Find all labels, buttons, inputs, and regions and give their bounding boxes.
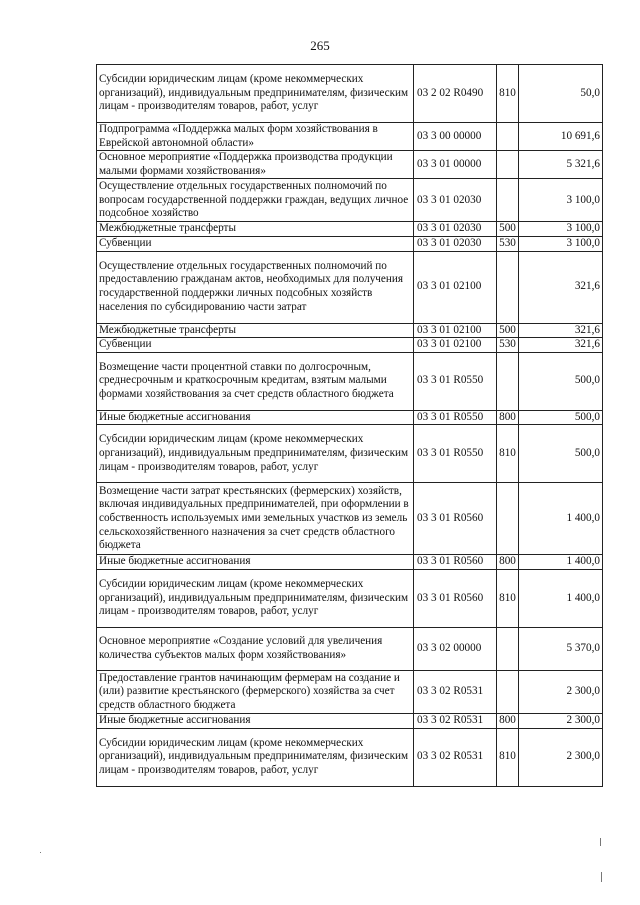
table-row bbox=[97, 352, 603, 410]
row-expense-type: 530 bbox=[497, 236, 519, 251]
row-target-code: 03 2 02 R0490 bbox=[414, 65, 497, 123]
row-amount: 500,0 bbox=[519, 425, 603, 483]
row-expense-type: 810 bbox=[497, 728, 519, 786]
row-amount: 5 321,6 bbox=[519, 151, 603, 179]
row-expense-type bbox=[497, 627, 519, 670]
row-name: Субвенции bbox=[97, 236, 414, 251]
row-amount: 321,6 bbox=[519, 323, 603, 338]
row-amount: 500,0 bbox=[519, 352, 603, 410]
row-target-code: 03 3 01 R0560 bbox=[414, 483, 497, 555]
row-name: Иные бюджетные ассигнования bbox=[97, 713, 414, 728]
row-amount: 321,6 bbox=[519, 251, 603, 323]
row-target-code: 03 3 01 R0550 bbox=[414, 410, 497, 425]
row-expense-type bbox=[497, 352, 519, 410]
row-target-code: 03 3 01 02100 bbox=[414, 338, 497, 353]
row-amount: 3 100,0 bbox=[519, 179, 603, 222]
row-expense-type: 800 bbox=[497, 410, 519, 425]
row-target-code: 03 3 01 00000 bbox=[414, 151, 497, 179]
row-expense-type: 800 bbox=[497, 555, 519, 570]
row-target-code: 03 3 02 00000 bbox=[414, 627, 497, 670]
row-amount: 5 370,0 bbox=[519, 627, 603, 670]
row-name: Субсидии юридическим лицам (кроме некоммерческих организаций), индивидуальным предпринимателям, физическим лицам - производителям товаров, работ, услуг bbox=[97, 569, 414, 627]
row-target-code: 03 3 01 02030 bbox=[414, 179, 497, 222]
row-name: Межбюджетные трансферты bbox=[97, 222, 414, 237]
table-row bbox=[97, 410, 603, 425]
row-amount: 1 400,0 bbox=[519, 483, 603, 555]
row-amount: 500,0 bbox=[519, 410, 603, 425]
row-amount: 2 300,0 bbox=[519, 670, 603, 713]
row-expense-type: 810 bbox=[497, 425, 519, 483]
row-expense-type bbox=[497, 151, 519, 179]
row-expense-type bbox=[497, 123, 519, 151]
table-row bbox=[97, 222, 603, 237]
row-name: Субвенции bbox=[97, 338, 414, 353]
row-amount: 1 400,0 bbox=[519, 569, 603, 627]
row-target-code: 03 3 00 00000 bbox=[414, 123, 497, 151]
row-target-code: 03 3 02 R0531 bbox=[414, 728, 497, 786]
row-amount: 2 300,0 bbox=[519, 728, 603, 786]
row-name: Осуществление отдельных государственных полномочий по предоставлению гражданам актов, необходимых для получения государственной поддержки личных подсобных хозяйств населения по субсидированию части затрат bbox=[97, 251, 414, 323]
table-row bbox=[97, 251, 603, 323]
row-amount: 3 100,0 bbox=[519, 222, 603, 237]
table-row bbox=[97, 123, 603, 151]
row-name: Возмещение части затрат крестьянских (фермерских) хозяйств, включая индивидуальных предпринимателей, при оформлении в собственность используемых ими земельных участков из земель сельскохозяйственного назначения за счет средств областного бюджета bbox=[97, 483, 414, 555]
row-target-code: 03 3 01 R0560 bbox=[414, 569, 497, 627]
row-target-code: 03 3 02 R0531 bbox=[414, 713, 497, 728]
table-row bbox=[97, 179, 603, 222]
row-expense-type: 500 bbox=[497, 323, 519, 338]
table-row bbox=[97, 236, 603, 251]
row-name: Межбюджетные трансферты bbox=[97, 323, 414, 338]
row-amount: 3 100,0 bbox=[519, 236, 603, 251]
table-row bbox=[97, 728, 603, 786]
table-row bbox=[97, 151, 603, 179]
scan-mark bbox=[601, 872, 602, 882]
row-amount: 10 691,6 bbox=[519, 123, 603, 151]
row-name: Основное мероприятие «Создание условий для увеличения количества субъектов малых форм хозяйствования» bbox=[97, 627, 414, 670]
row-amount: 1 400,0 bbox=[519, 555, 603, 570]
row-name: Иные бюджетные ассигнования bbox=[97, 410, 414, 425]
row-target-code: 03 3 01 02030 bbox=[414, 222, 497, 237]
row-expense-type: 810 bbox=[497, 65, 519, 123]
table-row bbox=[97, 338, 603, 353]
table-row bbox=[97, 670, 603, 713]
table-row bbox=[97, 425, 603, 483]
row-name: Иные бюджетные ассигнования bbox=[97, 555, 414, 570]
row-amount: 50,0 bbox=[519, 65, 603, 123]
table-row bbox=[97, 569, 603, 627]
row-name: Осуществление отдельных государственных полномочий по вопросам государственной поддержки граждан, ведущих личное подсобное хозяйство bbox=[97, 179, 414, 222]
row-name: Субсидии юридическим лицам (кроме некоммерческих организаций), индивидуальным предпринимателям, физическим лицам - производителям товаров, работ, услуг bbox=[97, 425, 414, 483]
row-name: Основное мероприятие «Поддержка производства продукции малыми формами хозяйствования» bbox=[97, 151, 414, 179]
table-row bbox=[97, 555, 603, 570]
table-row bbox=[97, 323, 603, 338]
row-amount: 321,6 bbox=[519, 338, 603, 353]
row-expense-type: 810 bbox=[497, 569, 519, 627]
scan-mark bbox=[600, 838, 601, 846]
budget-table bbox=[96, 64, 603, 787]
row-name: Субсидии юридическим лицам (кроме некоммерческих организаций), индивидуальным предпринимателям, физическим лицам - производителям товаров, работ, услуг bbox=[97, 728, 414, 786]
row-expense-type bbox=[497, 670, 519, 713]
row-name: Возмещение части процентной ставки по долгосрочным, среднесрочным и краткосрочным кредитам, взятым малыми формами хозяйствования за счет средств областного бюджета bbox=[97, 352, 414, 410]
table-row bbox=[97, 627, 603, 670]
page-number: 265 bbox=[310, 38, 330, 53]
row-expense-type bbox=[497, 251, 519, 323]
scan-mark bbox=[40, 852, 41, 853]
row-target-code: 03 3 01 R0550 bbox=[414, 352, 497, 410]
table-row bbox=[97, 483, 603, 555]
row-expense-type bbox=[497, 179, 519, 222]
table-row bbox=[97, 65, 603, 123]
row-target-code: 03 3 02 R0531 bbox=[414, 670, 497, 713]
row-target-code: 03 3 01 02100 bbox=[414, 323, 497, 338]
row-expense-type: 500 bbox=[497, 222, 519, 237]
row-name: Субсидии юридическим лицам (кроме некоммерческих организаций), индивидуальным предпринимателям, физическим лицам - производителям товаров, работ, услуг bbox=[97, 65, 414, 123]
table-row bbox=[97, 713, 603, 728]
row-target-code: 03 3 01 R0560 bbox=[414, 555, 497, 570]
row-name: Предоставление грантов начинающим фермерам на создание и (или) развитие крестьянского (фермерского) хозяйства за счет средств областного бюджета bbox=[97, 670, 414, 713]
row-expense-type bbox=[497, 483, 519, 555]
row-target-code: 03 3 01 R0550 bbox=[414, 425, 497, 483]
row-expense-type: 800 bbox=[497, 713, 519, 728]
row-target-code: 03 3 01 02030 bbox=[414, 236, 497, 251]
row-name: Подпрограмма «Поддержка малых форм хозяйствования в Еврейской автономной области» bbox=[97, 123, 414, 151]
row-expense-type: 530 bbox=[497, 338, 519, 353]
row-target-code: 03 3 01 02100 bbox=[414, 251, 497, 323]
row-amount: 2 300,0 bbox=[519, 713, 603, 728]
